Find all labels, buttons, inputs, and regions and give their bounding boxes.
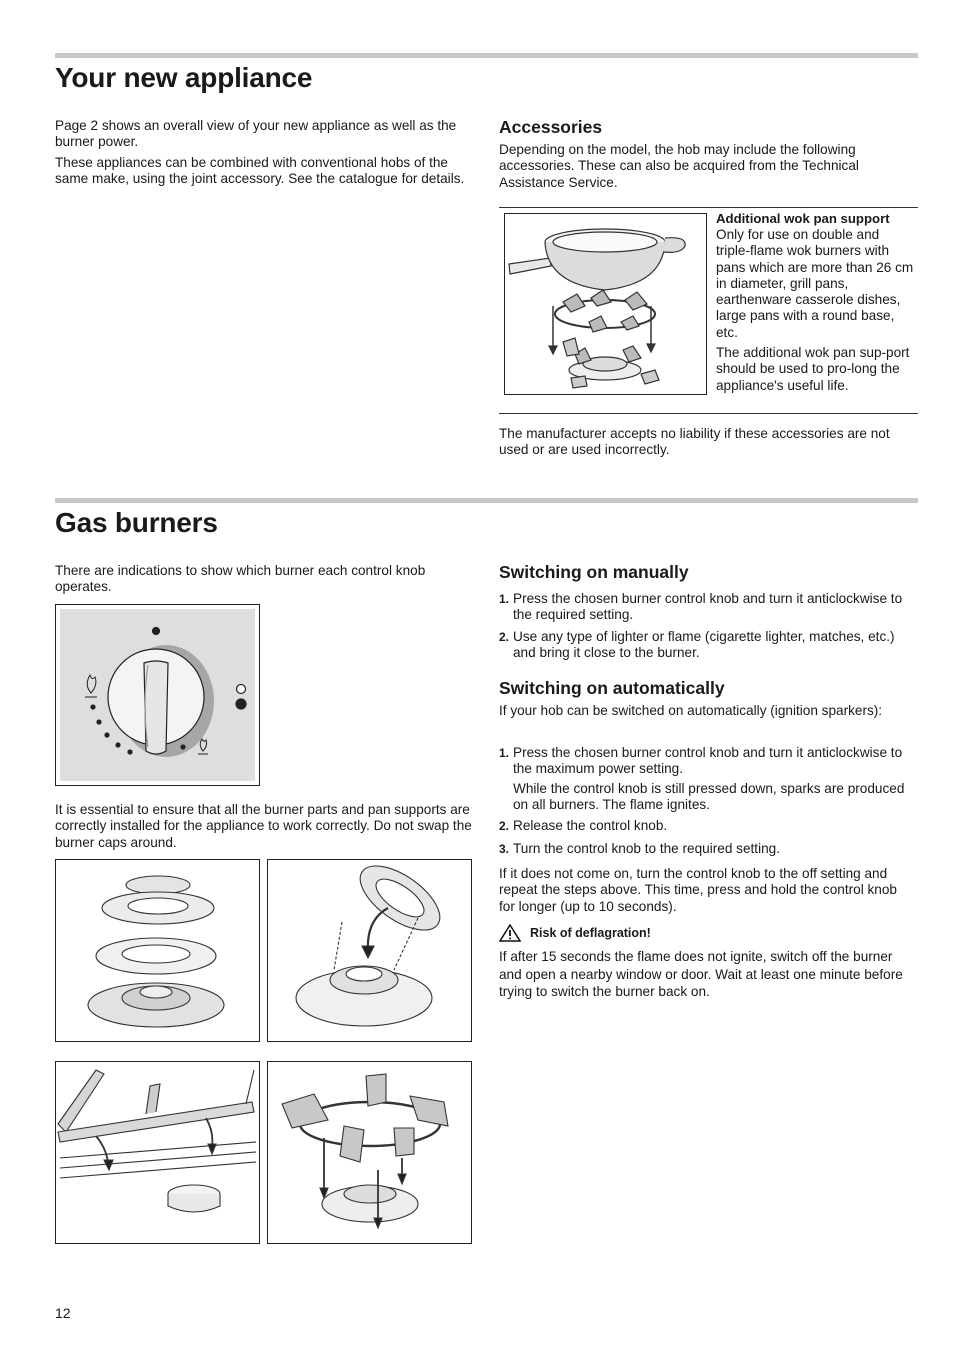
pan-support-placement-drawing — [268, 1062, 471, 1243]
appliance-intro-paragraph-2: These appliances can be combined with conventional hobs of the same make, using the joint accessory. See the catalogue for details. — [55, 155, 465, 187]
step-text: Press the chosen burner control knob and turn it anticlockwise to the maximum power setting. — [513, 745, 903, 777]
burner-installation-text: It is essential to ensure that all the burner parts and pan supports are correctly installed for the appliance to work correctly. Do not swap the burner caps around. — [55, 802, 472, 850]
section-title-gas-burners: Gas burners — [55, 507, 218, 538]
wok-support-illustration — [504, 213, 707, 395]
step-text: Release the control knob. — [513, 818, 668, 833]
burner-parts-drawing — [56, 860, 259, 1041]
pan-support-rail-illustration — [55, 1061, 260, 1244]
burner-cap-drawing — [268, 860, 471, 1041]
accessory-table-top-rule — [499, 207, 918, 208]
wok-support-title: Additional wok pan support — [716, 211, 890, 226]
page-number: 12 — [55, 1305, 71, 1321]
step-number: 1. — [499, 746, 510, 760]
step-number: 2. — [499, 630, 510, 644]
auto-step-1 — [499, 745, 914, 813]
step-number: 3. — [499, 842, 510, 856]
step-extra-text: While the control knob is still pressed down, sparks are produced on all burners. The flame ignites. — [513, 780, 905, 812]
switching-automatically-heading: Switching on automatically — [499, 678, 725, 698]
warning-triangle-icon — [499, 924, 521, 942]
accessory-table-bottom-rule — [499, 413, 918, 414]
burner-parts-illustration — [55, 859, 260, 1042]
retry-instructions: If it does not come on, turn the control knob to the off setting and repeat the steps above. This time, press and hold the control knob for longer (up to 10 seconds). — [499, 866, 897, 914]
step-text: Turn the control knob to the required setting. — [513, 841, 780, 856]
manual-step-2 — [499, 629, 914, 662]
step-text: Press the chosen burner control knob and turn it anticlockwise to the required setting. — [513, 591, 903, 623]
auto-step-3 — [499, 841, 914, 857]
appliance-intro-paragraph-1: Page 2 shows an overall view of your new appliance as well as the burner power. — [55, 118, 457, 150]
step-number: 1. — [499, 592, 510, 606]
wok-support-note: The additional wok pan sup-port should be used to pro-long the appliance's useful life. — [716, 345, 910, 393]
warning-text: If after 15 seconds the flame does not ignite, switch off the burner and open a nearby window or door. Wait at least one minute before trying to switch the burner back on. — [499, 949, 903, 999]
section-title-appliance: Your new appliance — [55, 62, 313, 93]
wok-support-description: Only for use on double and triple-flame wok burners with pans which are more than 26 cm in diameter, grill pans, earthenware casserole dishes, large pans with a round base, etc. — [716, 227, 914, 340]
auto-step-2 — [499, 818, 914, 834]
accessories-intro: Depending on the model, the hob may include the following accessories. These can also be acquired from the Technical Assistance Service. — [499, 142, 859, 190]
accessories-liability: The manufacturer accepts no liability if these accessories are not used or are used incorrectly. — [499, 426, 890, 458]
wok-support-drawing — [505, 214, 706, 394]
warning-title: Risk of deflagration! — [530, 926, 651, 940]
automatic-intro: If your hob can be switched on automatically (ignition sparkers): — [499, 703, 883, 718]
switching-manually-heading: Switching on manually — [499, 562, 689, 582]
step-number: 2. — [499, 819, 510, 833]
control-knob-illustration — [55, 604, 260, 786]
pan-support-rail-drawing — [56, 1062, 259, 1243]
section-rule-top — [55, 53, 918, 58]
pan-support-placement-illustration — [267, 1061, 472, 1244]
control-knob-drawing — [56, 605, 259, 785]
burner-cap-placement-illustration — [267, 859, 472, 1042]
manual-step-1 — [499, 591, 914, 624]
knob-indication-text: There are indications to show which burner each control knob operates. — [55, 563, 426, 595]
section-rule-gas — [55, 498, 918, 503]
accessories-heading: Accessories — [499, 117, 603, 137]
step-text: Use any type of lighter or flame (cigarette lighter, matches, etc.) and bring it close to the burner. — [513, 629, 895, 661]
